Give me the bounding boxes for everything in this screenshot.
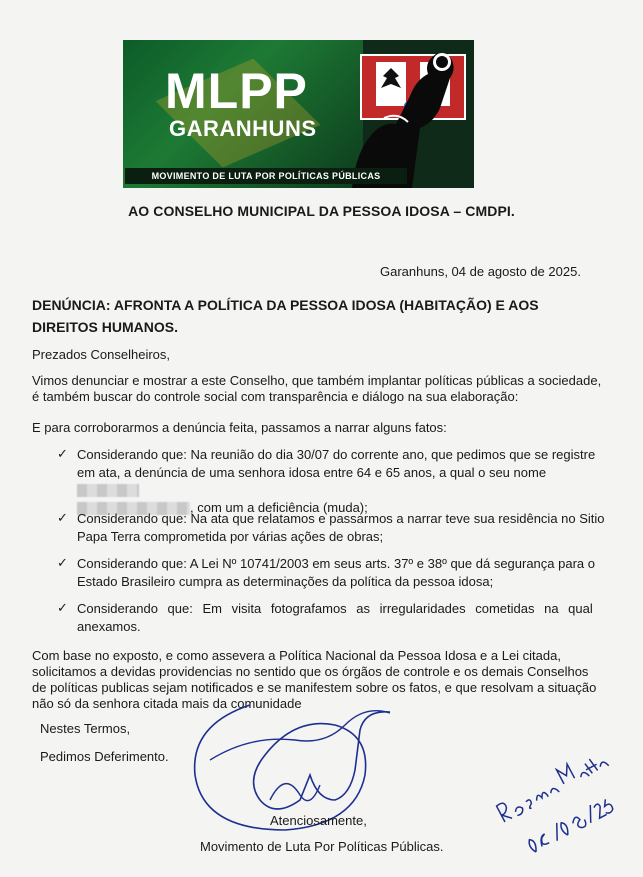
banner-city: GARANHUNS bbox=[169, 116, 317, 141]
intro-line: é também buscar do controle social com transparência e diálogo na sua elaboração: bbox=[32, 389, 519, 404]
item-line-text: Considerando que: Em visita fotografamos as irregularidades cometidas na qual bbox=[77, 601, 593, 616]
regards-line: Atenciosamente, bbox=[270, 813, 367, 828]
subject-line: DIREITOS HUMANOS. bbox=[32, 319, 178, 335]
item-line: Considerando que: Na ata que relatamos e passarmos a narrar teve sua residência no Sitio bbox=[77, 511, 605, 526]
closing-line: de políticas publicas sejam notificados e se manifestem sobre os fatos, e que resolvam a situação bbox=[32, 680, 597, 695]
item-line: anexamos. bbox=[77, 618, 141, 634]
checkmark-icon: ✓ bbox=[57, 510, 68, 525]
item-line: Considerando que: Na reunião do dia 30/07 do corrente ano, que pedimos que se registre bbox=[77, 447, 596, 462]
closing-request: Pedimos Deferimento. bbox=[40, 749, 169, 764]
checkmark-icon: ✓ bbox=[57, 555, 68, 570]
item-line: Papa Terra comprometida por várias ações de obras; bbox=[77, 528, 384, 544]
item-line-text: em ata, a denúncia de uma senhora idosa entre 64 e 65 anos, a qual o seu nome bbox=[77, 464, 547, 480]
item-line: Estado Brasileiro cumpra as determinações da política da pessoa idosa; bbox=[77, 573, 494, 589]
closing-line: solicitamos a devidas providencias no sentido que os órgãos de controle e os demais Conselhos bbox=[32, 664, 589, 679]
subject-line: DENÚNCIA: AFRONTA A POLÍTICA DA PESSOA IDOSA (HABITAÇÃO) E AOS bbox=[32, 297, 539, 313]
addressee-heading: AO CONSELHO MUNICIPAL DA PESSOA IDOSA – CMDPI. bbox=[128, 203, 515, 219]
letter-date: Garanhuns, 04 de agosto de 2025. bbox=[380, 264, 581, 279]
closing-line: não só da senhora citada mais da comunidade bbox=[32, 696, 302, 711]
signatory-name: Movimento de Luta Por Políticas Públicas. bbox=[200, 839, 444, 854]
checkmark-icon: ✓ bbox=[57, 600, 68, 615]
banner-slogan: MOVIMENTO DE LUTA POR POLÍTICAS PÚBLICAS bbox=[125, 168, 407, 184]
item-line: Considerando que: A Lei Nº 10741/2003 em seus arts. 37º e 38º que dá segurança para o bbox=[77, 556, 595, 571]
lead-sentence: E para corroborarmos a denúncia feita, passamos a narrar alguns fatos: bbox=[32, 420, 447, 435]
intro-line: Vimos denunciar e mostrar a este Conselho, que também implantar políticas públicas a sociedade, bbox=[32, 373, 602, 388]
item-line-text: , com um a deficiência (muda); bbox=[190, 499, 368, 515]
banner-title: MLPP bbox=[165, 63, 308, 119]
checkmark-icon: ✓ bbox=[57, 446, 68, 461]
closing-line: Com base no exposto, e como assevera a Política Nacional da Pessoa Idosa e a Lei citada, bbox=[32, 648, 561, 663]
closing-terms: Nestes Termos, bbox=[40, 721, 131, 736]
salutation: Prezados Conselheiros, bbox=[32, 347, 171, 362]
